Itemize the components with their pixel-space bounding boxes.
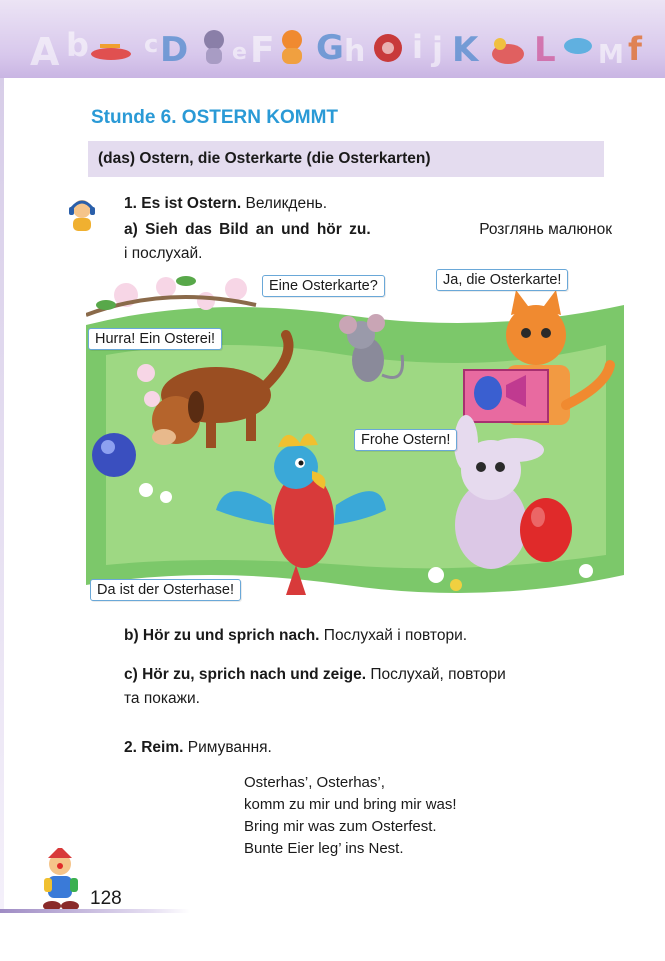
header-letter: i: [412, 28, 423, 66]
easter-illustration: [86, 272, 624, 611]
alphabet-header-band: [0, 0, 665, 78]
header-letter: j: [432, 30, 443, 68]
footer-rule: [0, 909, 190, 913]
exercise1-a-line2: і послухай.: [124, 245, 203, 262]
exercise1-b-translation: Послухай і повтори.: [323, 627, 468, 644]
bird-toy-icon: [560, 30, 596, 60]
exercise1-c-line2: та покажи.: [124, 690, 200, 707]
speech-bubble-bunny: Frohe Ostern!: [354, 429, 457, 451]
exercise1-c-bold: c) Hör zu, sprich nach und zeige.: [124, 666, 367, 683]
page-number: 128: [90, 888, 122, 909]
header-letter: A: [30, 30, 60, 74]
exercise1-a-line1: [124, 219, 612, 241]
exercise1-c-translation: Послухай, повтори: [370, 666, 506, 683]
lesson-title: Stunde 6. OSTERN KOMMT: [91, 107, 338, 128]
exercise1-heading-translation: Великдень.: [245, 195, 328, 212]
listening-child-icon: [64, 196, 100, 232]
header-letter: G: [316, 28, 344, 68]
header-letter: F: [250, 30, 275, 71]
header-letter: c: [144, 30, 159, 58]
header-letter: L: [534, 30, 556, 70]
cartoon-animal-icon: [196, 26, 232, 66]
exercise1-b: [124, 625, 467, 647]
ball-toy-icon: [368, 30, 408, 66]
poem-line: Osterhas’, Osterhas’,: [244, 774, 385, 791]
rhyme-poem: [244, 772, 457, 860]
vocabulary-text: (das) Ostern, die Osterkarte (die Osterkarten): [98, 150, 431, 167]
exercise1-b-bold: b) Hör zu und sprich nach.: [124, 627, 320, 644]
header-letter: b: [66, 26, 89, 64]
poem-line: komm zu mir und bring mir was!: [244, 796, 457, 813]
speech-bubble-mouse: Eine Osterkarte?: [262, 275, 385, 297]
turtle-toy-icon: [488, 30, 528, 70]
exercise1-heading-bold: 1. Es ist Ostern.: [124, 195, 242, 212]
fox-toy-icon: [270, 24, 314, 68]
header-letter: M: [598, 40, 624, 70]
speech-bubble-dog: Hurra! Ein Osterei!: [88, 328, 222, 350]
header-letter: e: [232, 40, 247, 65]
exercise2-heading-translation: Римування.: [187, 739, 272, 756]
header-letter: K: [452, 30, 479, 70]
toy-plane-icon: [88, 40, 134, 64]
header-letter: D: [160, 30, 189, 70]
page-margin-rule: [0, 78, 4, 913]
exercise1-a-translation: Розглянь малюнок: [479, 221, 612, 238]
exercise1-a-bold: a) Sieh das Bild an und hör zu.: [124, 221, 371, 238]
clown-icon: [30, 848, 92, 912]
speech-bubble-parrot: Da ist der Osterhase!: [90, 579, 241, 601]
vocabulary-box: [88, 141, 604, 177]
poem-line: Bunte Eier leg’ ins Nest.: [244, 840, 404, 857]
header-letter: f: [628, 30, 642, 68]
exercise2-heading: [124, 737, 272, 759]
poem-line: Bring mir was zum Osterfest.: [244, 818, 437, 835]
exercise1-heading: [124, 193, 327, 215]
exercise1-c-line1: [124, 664, 506, 686]
speech-bubble-cat: Ja, die Osterkarte!: [436, 269, 568, 291]
header-letter: h: [344, 34, 366, 69]
exercise2-heading-bold: 2. Reim.: [124, 739, 184, 756]
